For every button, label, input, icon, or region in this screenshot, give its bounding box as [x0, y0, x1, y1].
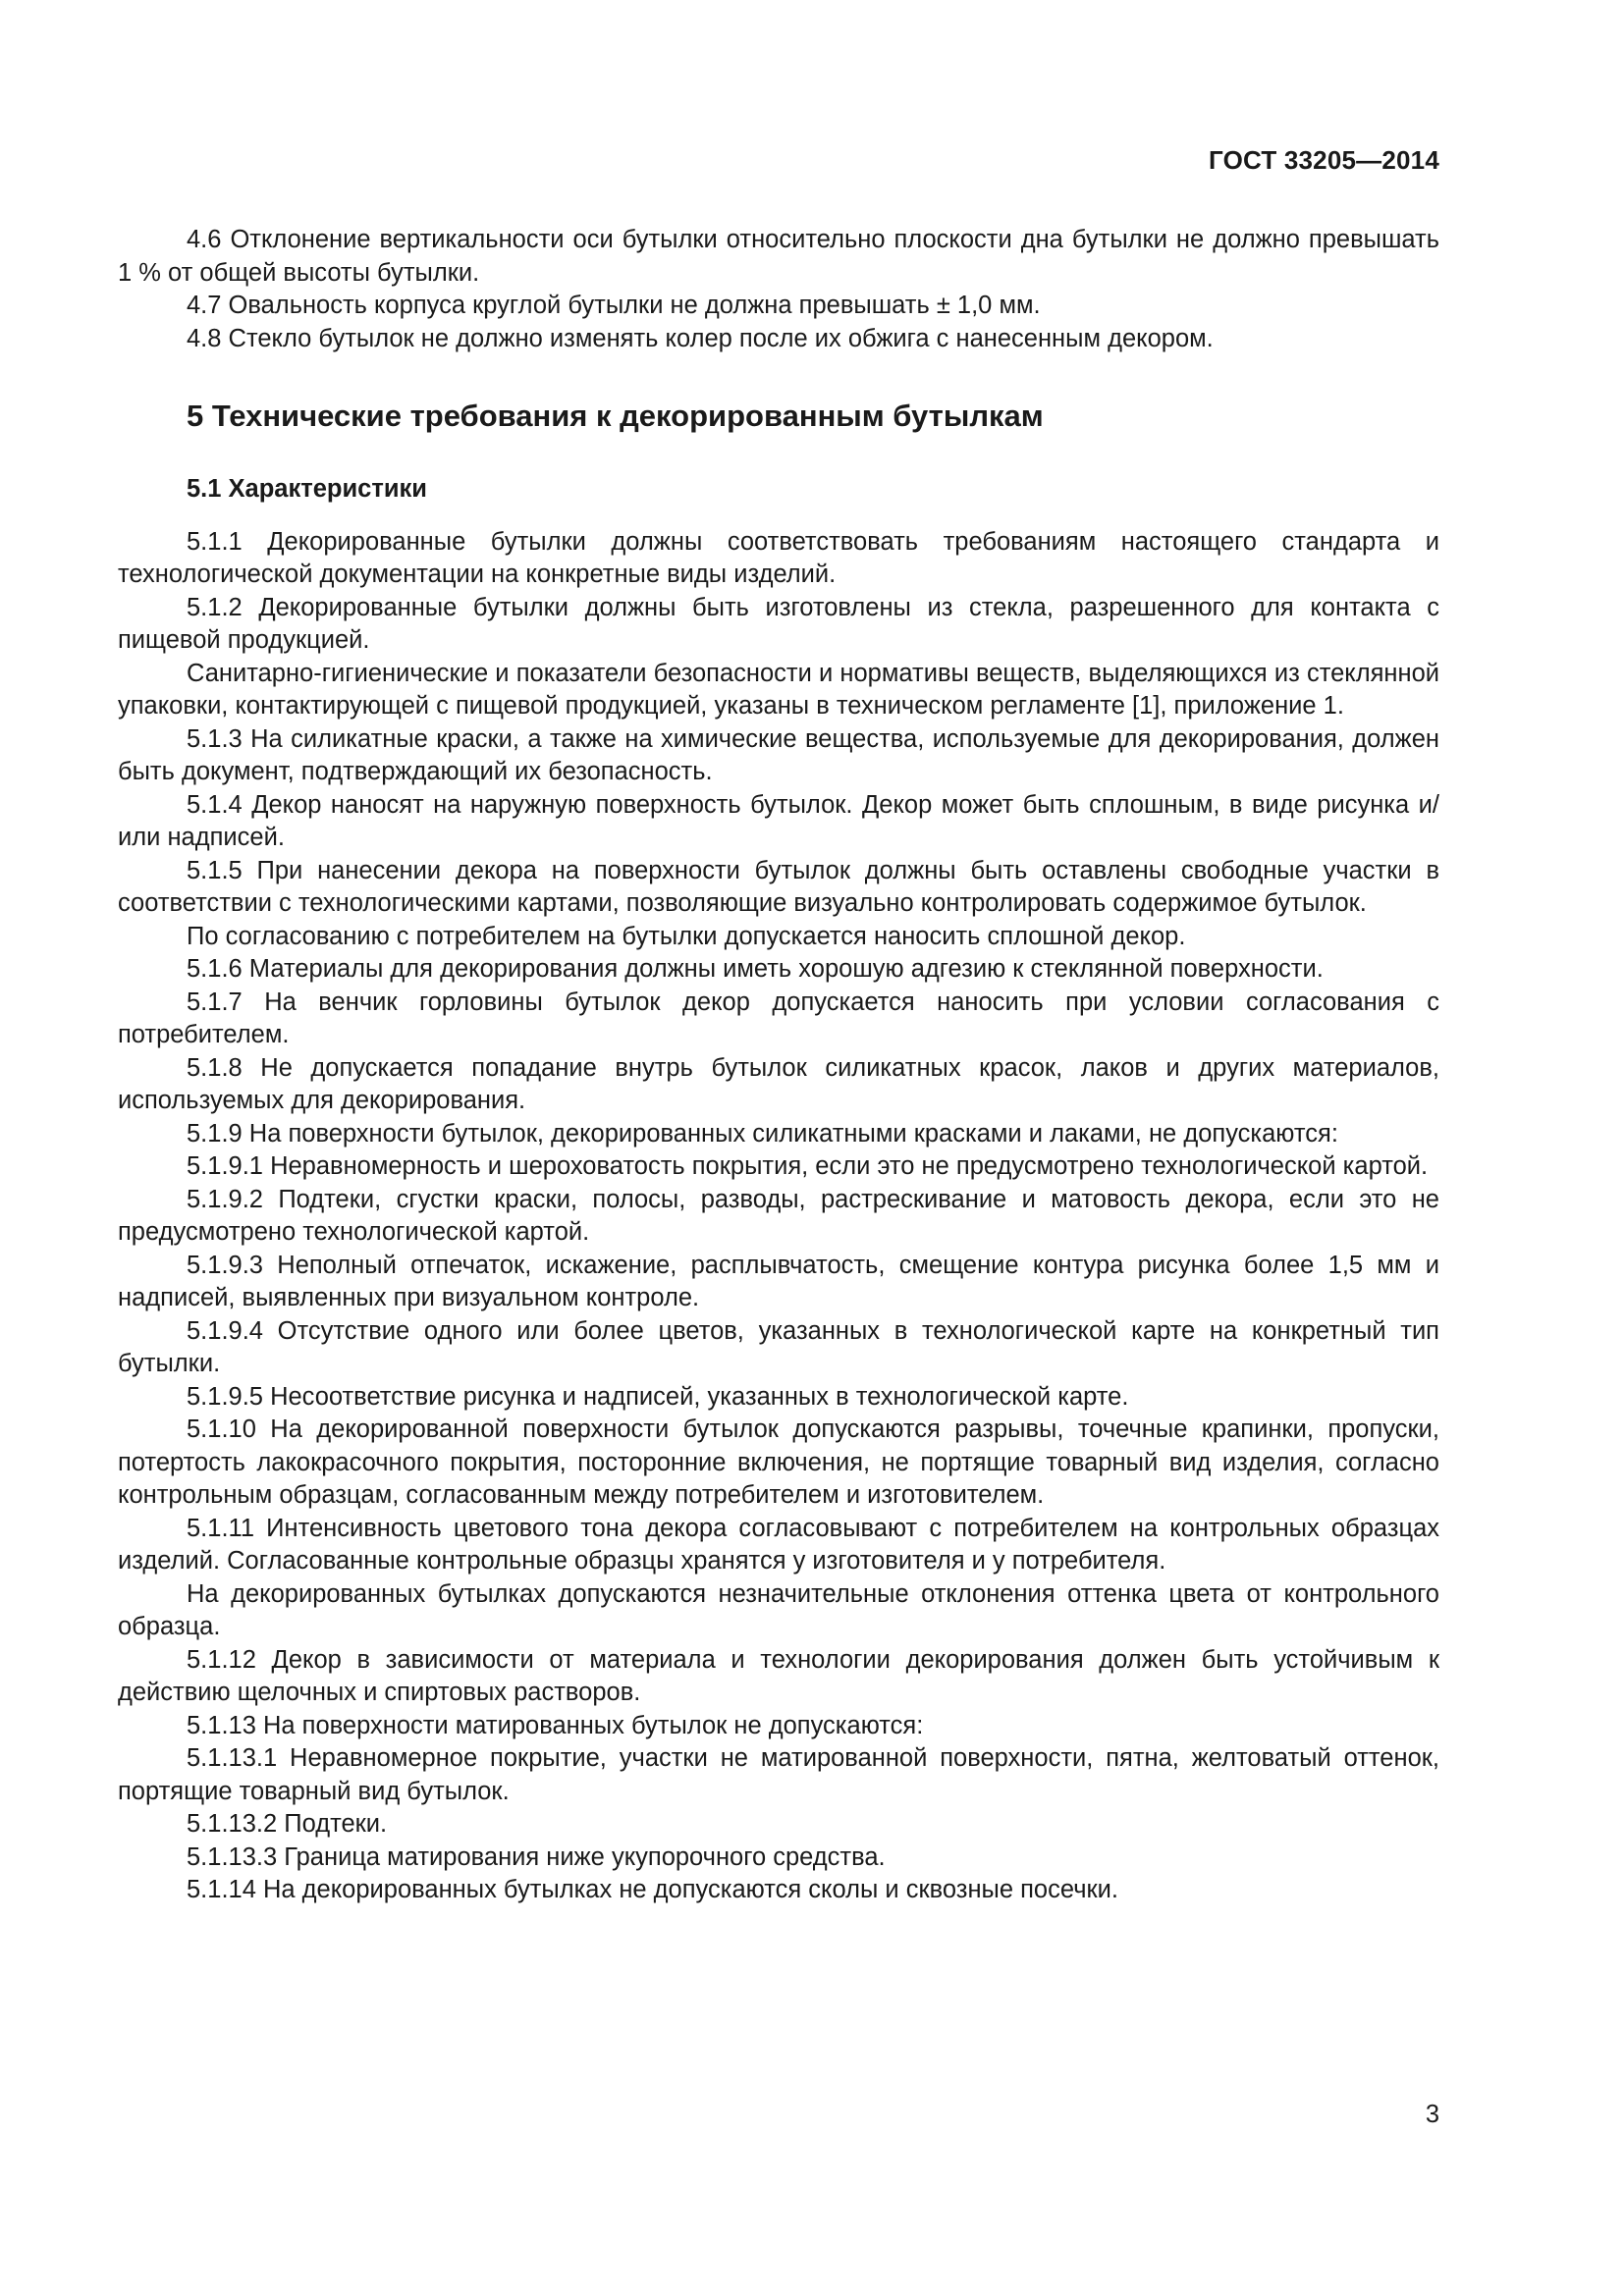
paragraph-5-1-13-2: 5.1.13.2 Подтеки. [187, 1810, 388, 1838]
paragraph-5-1-12: 5.1.12 Декор в зависимости от материала и технологии декорирования должен быть устойчивым к действию щелочных и спиртовых растворов. [118, 1645, 1439, 1706]
subsection-title: 5.1 Характеристики [187, 475, 427, 503]
paragraph-5-1-13: 5.1.13 На поверхности матированных бутылок не допускаются: [187, 1711, 924, 1739]
paragraph-5-1-9: 5.1.9 На поверхности бутылок, декорированных силикатными красками и лаками, не допускаются: [187, 1119, 1338, 1148]
paragraph-4-8: 4.8 Стекло бутылок не должно изменять колер после их обжига с нанесенным декором. [187, 324, 1214, 352]
document-code: ГОСТ 33205—2014 [1209, 145, 1439, 175]
section-title: 5 Технические требования к декорированным бутылкам [187, 399, 1044, 433]
paragraph-5-1-11: 5.1.11 Интенсивность цветового тона декора согласовывают с потребителем на контрольных образцах изделий. Согласованные контрольные образцы хранятся у изготовителя и у потребителя. [118, 1514, 1439, 1575]
paragraph-agreement: По согласованию с потребителем на бутылки допускается наносить сплошной декор. [187, 922, 1186, 950]
paragraph-5-1-9-1: 5.1.9.1 Неравномерность и шероховатость покрытия, если это не предусмотрено технологической картой. [187, 1152, 1429, 1180]
paragraph-5-1-4: 5.1.4 Декор наносят на наружную поверхность бутылок. Декор может быть сплошным, в виде рисунка и/или надписей. [118, 790, 1439, 851]
paragraph-sanitary: Санитарно-гигиенические и показатели безопасности и нормативы веществ, выделяющихся из стеклянной упаковки, контактирующей с пищевой продукцией, указаны в техническом регламенте [1], приложение 1. [118, 659, 1439, 720]
paragraph-color-deviation: На декорированных бутылках допускаются незначительные отклонения оттенка цвета от контрольного образца. [118, 1579, 1439, 1640]
paragraph-5-1-1: 5.1.1 Декорированные бутылки должны соответствовать требованиям настоящего стандарта и технологической документации на конкретные виды изделий. [118, 527, 1439, 588]
paragraph-5-1-13-3: 5.1.13.3 Граница матирования ниже укупорочного средства. [187, 1842, 886, 1871]
paragraph-5-1-9-3: 5.1.9.3 Неполный отпечаток, искажение, расплывчатость, смещение контура рисунка более 1,5 мм и надписей, выявленных при визуальном контроле. [118, 1251, 1439, 1311]
paragraph-5-1-8: 5.1.8 Не допускается попадание внутрь бутылок силикатных красок, лаков и других материалов, используемых для декорирования. [118, 1053, 1439, 1114]
paragraph-5-1-9-4: 5.1.9.4 Отсутствие одного или более цветов, указанных в технологической карте на конкретный тип бутылки. [118, 1316, 1439, 1377]
paragraph-5-1-14: 5.1.14 На декорированных бутылках не допускаются сколы и сквозные посечки. [187, 1876, 1118, 1903]
paragraph-4-7: 4.7 Овальность корпуса круглой бутылки не должна превышать ± 1,0 мм. [187, 292, 1041, 319]
document-body [118, 224, 1439, 1907]
paragraph-4-6: 4.6 Отклонение вертикальности оси бутылки относительно плоскости дна бутылки не должно превышать 1 % от общей высоты бутылки. [118, 226, 1439, 287]
paragraph-5-1-3: 5.1.3 На силикатные краски, а также на химические вещества, используемые для декорирования, должен быть документ, подтверждающий их безопасность. [118, 724, 1439, 785]
paragraph-5-1-2: 5.1.2 Декорированные бутылки должны быть изготовлены из стекла, разрешенного для контакта с пищевой продукцией. [118, 593, 1439, 654]
paragraph-5-1-10: 5.1.10 На декорированной поверхности бутылок допускаются разрывы, точечные крапинки, пропуски, потертость лакокрасочного покрытия, посторонние включения, не портящие товарный вид изделия, согласно контрольным образцам, согласованным между потребителем и изготовителем. [118, 1415, 1439, 1509]
paragraph-5-1-9-5: 5.1.9.5 Несоответствие рисунка и надписей, указанных в технологической карте. [187, 1382, 1129, 1411]
paragraph-5-1-5: 5.1.5 При нанесении декора на поверхности бутылок должны быть оставлены свободные участки в соответствии с технологическими картами, позволяющие визуально контролировать содержимое бутылок. [118, 856, 1439, 917]
page-number: 3 [1425, 2101, 1439, 2128]
paragraph-5-1-13-1: 5.1.13.1 Неравномерное покрытие, участки не матированной поверхности, пятна, желтоватый оттенок, портящие товарный вид бутылок. [118, 1744, 1439, 1805]
paragraph-5-1-6: 5.1.6 Материалы для декорирования должны иметь хорошую адгезию к стеклянной поверхности. [187, 955, 1324, 983]
paragraph-5-1-7: 5.1.7 На венчик горловины бутылок декор допускается наносить при условии согласования с потребителем. [118, 988, 1439, 1048]
paragraph-5-1-9-2: 5.1.9.2 Подтеки, сгустки краски, полосы, разводы, растрескивание и матовость декора, если это не предусмотрено технологической картой. [118, 1185, 1439, 1246]
